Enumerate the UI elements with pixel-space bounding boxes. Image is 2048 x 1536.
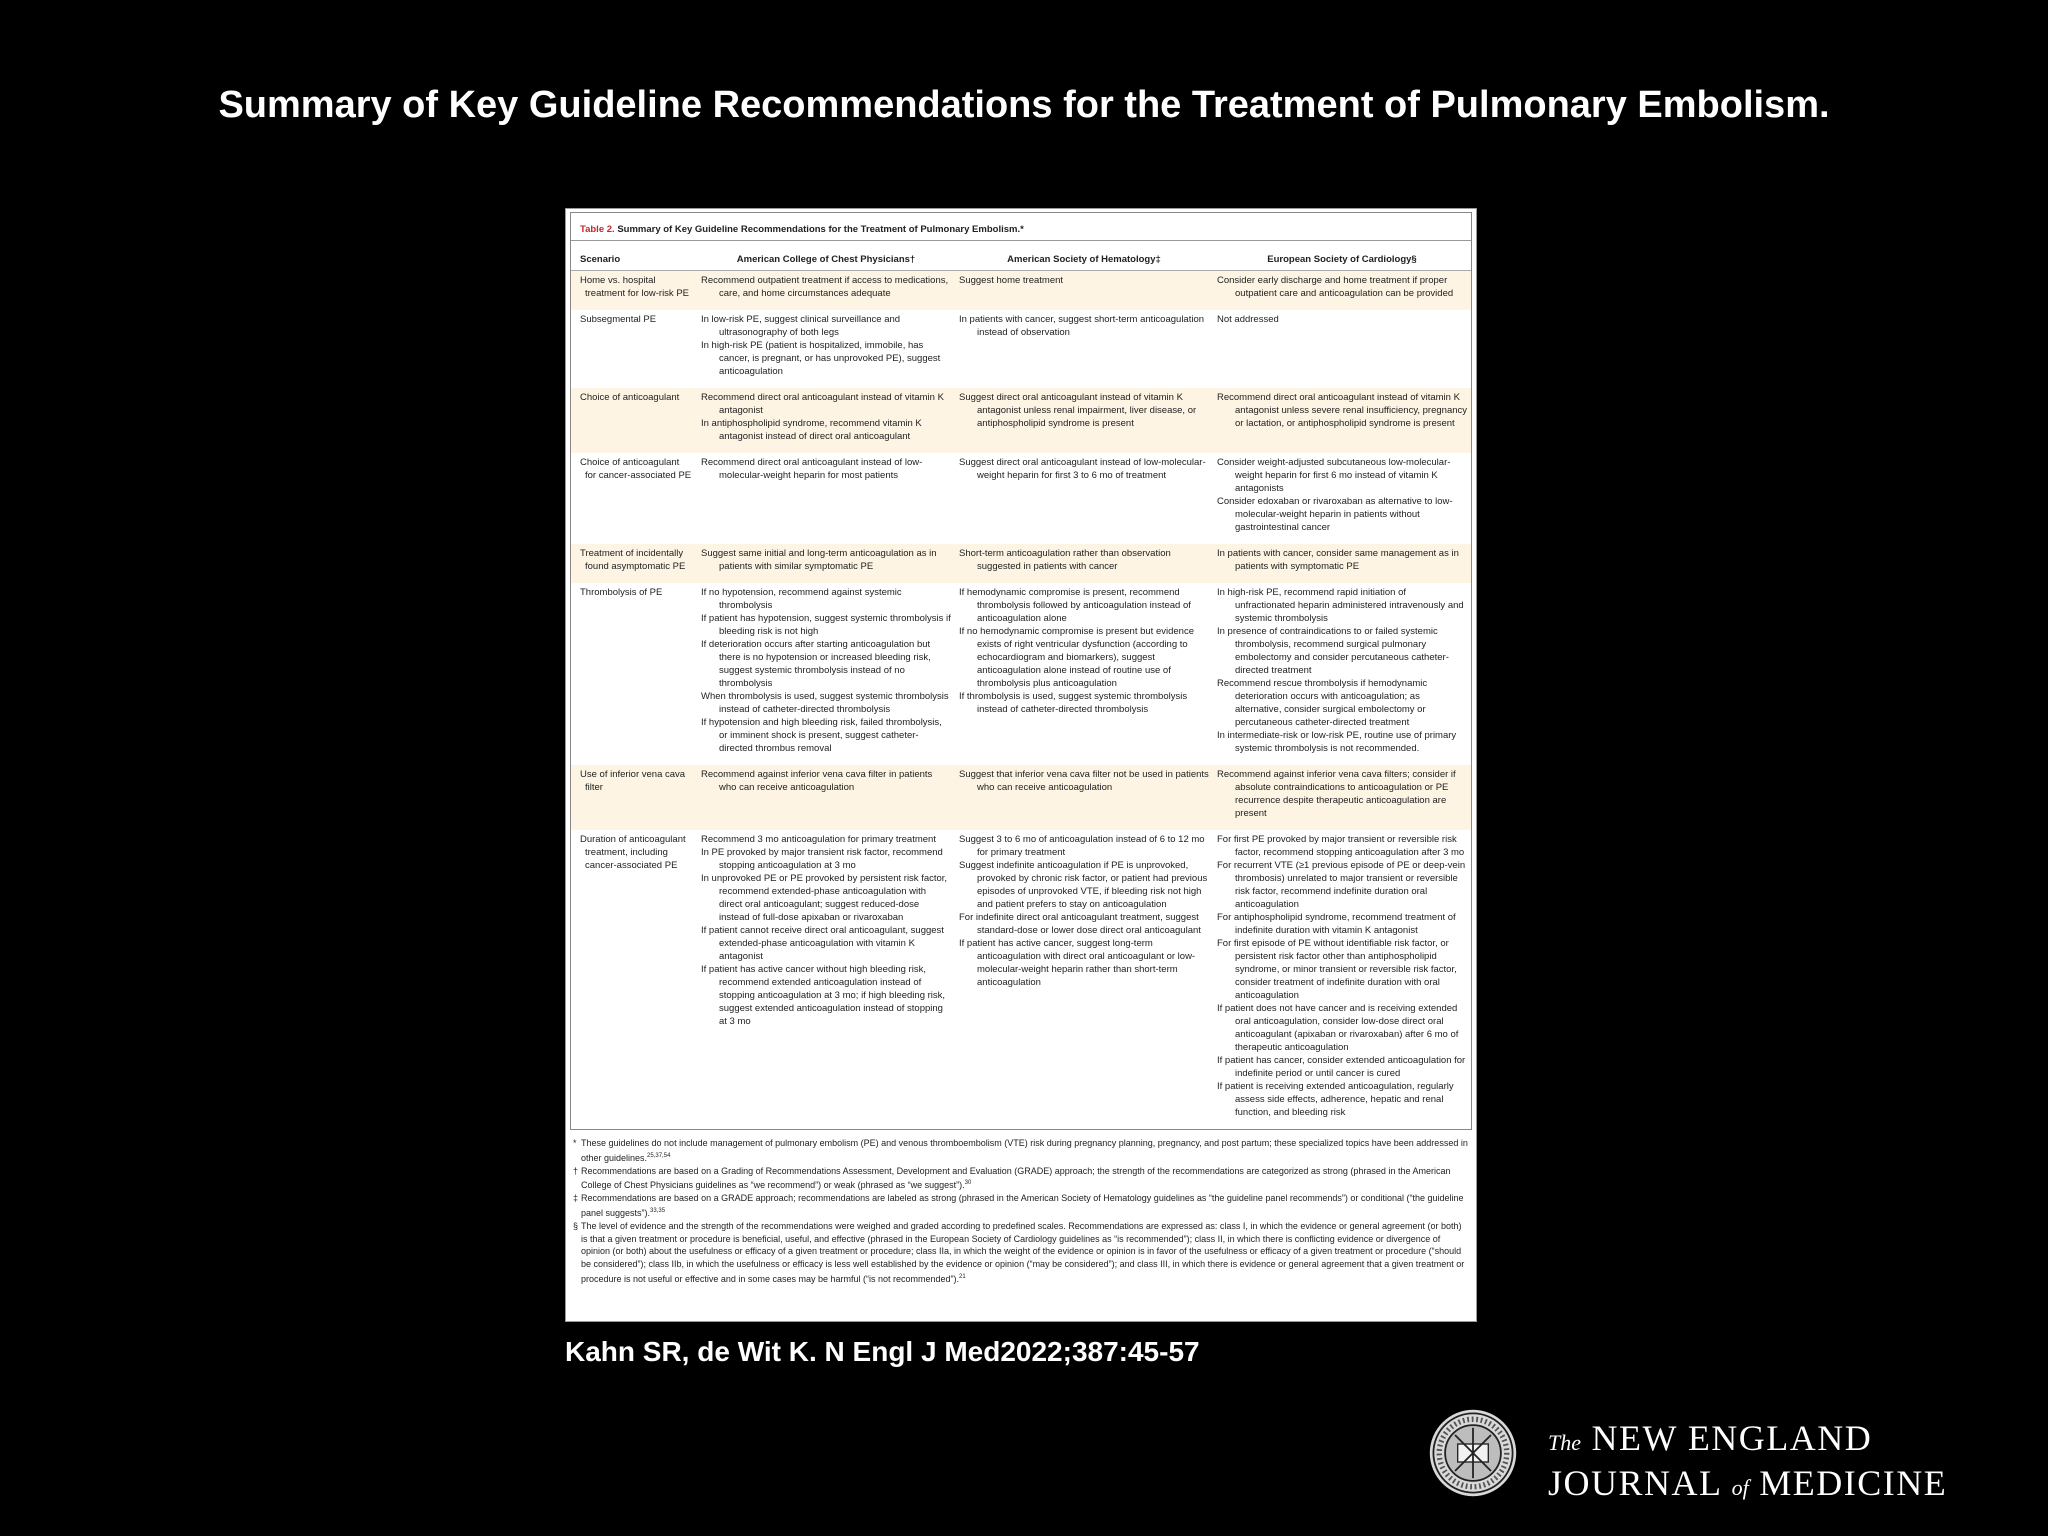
- masthead-of: of: [1731, 1475, 1749, 1500]
- recommendation-item: In PE provoked by major transient risk factor, recommend stopping anticoagulation at 3 mo: [701, 847, 943, 871]
- masthead-journal: JOURNAL: [1548, 1463, 1722, 1503]
- esc-cell: [1213, 583, 1471, 765]
- recommendation-item: Suggest indefinite anticoagulation if PE is unprovoked, provoked by chronic risk factor, or patient had previous episodes of unprovoked VTE, if bleeding risk not high and patient prefers to stay on anticoagulation: [959, 860, 1208, 910]
- esc-cell: [1213, 310, 1471, 388]
- footnote-text: [581, 1165, 1469, 1193]
- recommendation-item: If no hypotension, recommend against systemic thrombolysis: [701, 587, 902, 611]
- citation: Kahn SR, de Wit K. N Engl J Med2022;387:45-57: [565, 1336, 1200, 1367]
- accp-cell: [697, 388, 955, 453]
- footnote-mark: ‡: [573, 1193, 579, 1204]
- recommendation-item: For indefinite direct oral anticoagulant treatment, suggest standard-dose or lower dose direct oral anticoagulant: [959, 912, 1201, 936]
- table-row: [571, 388, 1471, 453]
- recommendation-item: For antiphospholipid syndrome, recommend treatment of indefinite duration with vitamin K antagonist: [1217, 912, 1456, 936]
- recommendation-item: Consider weight-adjusted subcutaneous low-molecular-weight heparin for first 6 mo instead of vitamin K antagonists: [1217, 457, 1451, 494]
- table-body: [571, 271, 1471, 1130]
- col-header-esc: European Society of Cardiology§: [1213, 241, 1471, 271]
- footnote-body: Recommendations are based on a GRADE approach; recommendations are labeled as strong (phrased in the American Society of Hematology guidelines as “the guideline panel recommends”) or conditional (“the guideline panel suggests”).: [581, 1193, 1464, 1218]
- masthead-line1: NEW ENGLAND: [1591, 1418, 1873, 1458]
- recommendation-item: In low-risk PE, suggest clinical surveillance and ultrasonography of both legs: [701, 314, 901, 338]
- nejm-masthead: [1548, 1418, 1947, 1508]
- nejm-seal-logo: [1428, 1408, 1518, 1498]
- ash-cell: [955, 310, 1213, 388]
- table-row: [571, 544, 1471, 583]
- recommendation-item: In antiphospholipid syndrome, recommend vitamin K antagonist instead of direct oral anticoagulant: [701, 418, 922, 442]
- recommendation-item: If patient has active cancer, suggest long-term anticoagulation with direct oral anticoagulant or low-molecular-weight heparin rather than short-term anticoagulation: [959, 938, 1196, 988]
- footnote-refs: 21: [959, 1273, 966, 1280]
- table-row: [571, 310, 1471, 388]
- col-header-accp: American College of Chest Physicians†: [697, 241, 955, 271]
- footnote-mark: §: [573, 1220, 579, 1231]
- footnote: [573, 1137, 1469, 1165]
- ash-cell: [955, 830, 1213, 1129]
- table-caption: [571, 213, 1471, 241]
- ash-cell: [955, 544, 1213, 583]
- recommendation-item: If hemodynamic compromise is present, recommend thrombolysis followed by anticoagulation instead of anticoagulation alone: [959, 587, 1191, 624]
- footnote-refs: 33,35: [650, 1207, 666, 1214]
- table-row: [571, 271, 1471, 311]
- footnote-text: [581, 1137, 1469, 1165]
- ash-cell: [955, 271, 1213, 311]
- recommendation-item: Recommend direct oral anticoagulant instead of low-molecular-weight heparin for most patients: [701, 457, 923, 481]
- recommendation-item: Consider edoxaban or rivaroxaban as alternative to low-molecular-weight heparin in patients without gastrointestinal cancer: [1217, 496, 1453, 533]
- slide-title: Summary of Key Guideline Recommendations for the Treatment of Pulmonary Embolism.: [218, 84, 1830, 126]
- masthead-the: The: [1548, 1430, 1581, 1455]
- recommendation-item: If thrombolysis is used, suggest systemic thrombolysis instead of catheter-directed thrombolysis: [959, 691, 1188, 715]
- footnote-body: The level of evidence and the strength of the recommendations were weighed and graded according to predefined scales. Recommendations are expressed as: class I, in which the evidence or general agreement (or both) is that a given treatment or procedure is beneficial, useful, and effective (phrased in the European Society of Cardiology guidelines as “is recommended”); class II, in which there is conflicting evidence or divergence of opinion (or both) about the usefulness or efficacy of a given treatment or procedure; class IIa, in which the weight of the evidence or opinion is in favor of the usefulness or efficacy of a given treatment or procedure (“should be considered”); class IIb, in which the usefulness or efficacy is less well established by the evidence or opinion (“may be considered”); and class III, in which there is evidence or general agreement that a given treatment or procedure is not useful or effective and in some cases may be harmful (“is not recommended”).: [581, 1220, 1465, 1284]
- ash-cell: [955, 765, 1213, 830]
- recommendation-item: Recommend rescue thrombolysis if hemodynamic deterioration occurs with anticoagulation; as alternative, consider surgical embolectomy or percutaneous catheter-directed treatment: [1217, 678, 1428, 728]
- masthead-medicine: MEDICINE: [1759, 1463, 1948, 1503]
- scenario-cell: Choice of anticoagulant for cancer-associated PE: [580, 457, 692, 481]
- recommendations-table: [571, 241, 1471, 1129]
- recommendation-item: Suggest 3 to 6 mo of anticoagulation instead of 6 to 12 mo for primary treatment: [959, 834, 1205, 858]
- accp-cell: [697, 453, 955, 544]
- recommendation-item: In unprovoked PE or PE provoked by persistent risk factor, recommend extended-phase anticoagulation with direct oral anticoagulant; suggest reduced-dose instead of full-dose apixaban or rivaroxaban: [701, 873, 948, 923]
- footnote-body: Recommendations are based on a Grading of Recommendations Assessment, Development and Evaluation (GRADE) approach; the strength of the recommendations are categorized as strong (phrased in the American College of Chest Physicians guidelines as “we recommend”) or weak (phrased as “we suggest”).: [581, 1165, 1451, 1191]
- recommendation-item: When thrombolysis is used, suggest systemic thrombolysis instead of catheter-directed thrombolysis: [701, 691, 949, 715]
- recommendation-item: If hypotension and high bleeding risk, failed thrombolysis, or imminent shock is present, suggest catheter-directed thrombus removal: [701, 717, 942, 754]
- footnote: [573, 1165, 1469, 1193]
- table-footnotes: [570, 1130, 1472, 1286]
- recommendation-item: If patient has hypotension, suggest systemic thrombolysis if bleeding risk is not high: [701, 613, 951, 637]
- scenario-cell: Choice of anticoagulant: [571, 388, 697, 453]
- footnote-body: These guidelines do not include management of pulmonary embolism (PE) and venous thromboembolism (VTE) risk during pregnancy planning, pregnancy, and post partum; these specialized topics have been addressed in other guidelines.: [581, 1138, 1468, 1163]
- recommendation-item: Suggest same initial and long-term anticoagulation as in patients with similar symptomatic PE: [701, 548, 937, 572]
- accp-cell: [697, 765, 955, 830]
- scenario-cell: Use of inferior vena cava filter: [571, 765, 697, 830]
- recommendation-item: In patients with cancer, suggest short-term anticoagulation instead of observation: [959, 314, 1205, 338]
- recommendation-item: If patient has cancer, consider extended anticoagulation for indefinite period or until cancer is cured: [1217, 1055, 1466, 1079]
- table-row: [571, 765, 1471, 830]
- recommendation-item: Recommend against inferior vena cava filter in patients who can receive anticoagulation: [701, 769, 933, 793]
- table-figure: [565, 208, 1477, 1322]
- table-header-row: [571, 241, 1471, 271]
- recommendation-item: Not addressed: [1217, 314, 1279, 325]
- recommendation-item: Recommend outpatient treatment if access to medications, care, and home circumstances adequate: [701, 275, 949, 299]
- recommendation-item: If patient is receiving extended anticoagulation, regularly assess side effects, adherence, hepatic and renal function, and bleeding risk: [1217, 1081, 1454, 1118]
- recommendation-item: Suggest home treatment: [959, 275, 1064, 286]
- footnote-refs: 30: [964, 1180, 972, 1187]
- recommendation-item: Recommend direct oral anticoagulant instead of vitamin K antagonist unless severe renal insufficiency, pregnancy or lactation, or antiphospholipid syndrome is present: [1217, 392, 1468, 429]
- recommendation-item: For first episode of PE without identifiable risk factor, or persistent risk factor other than antiphospholipid syndrome, or minor transient or reversible risk factor, consider treatment of indefinite duration with oral anticoagulation: [1217, 938, 1457, 1001]
- recommendation-item: Short-term anticoagulation rather than observation suggested in patients with cancer: [959, 548, 1171, 572]
- accp-cell: [697, 310, 955, 388]
- recommendation-item: Recommend direct oral anticoagulant instead of vitamin K antagonist: [701, 392, 944, 416]
- esc-cell: [1213, 271, 1471, 311]
- accp-cell: [697, 830, 955, 1129]
- table-frame: [570, 212, 1472, 1130]
- accp-cell: [697, 583, 955, 765]
- scenario-cell: Duration of anticoagulant treatment, including cancer-associated PE: [580, 834, 686, 871]
- recommendation-item: If no hemodynamic compromise is present but evidence exists of right ventricular dysfunction (according to echocardiogram and biomarkers), suggest anticoagulation alone instead of routine use of thrombolysis plus anticoagulation: [959, 626, 1194, 689]
- recommendation-item: Recommend against inferior vena cava filters; consider if absolute contraindications to anticoagulation or PE recurrence despite therapeutic anticoagulation are present: [1217, 769, 1456, 819]
- recommendation-item: For first PE provoked by major transient or reversible risk factor, recommend stopping anticoagulation after 3 mo: [1217, 834, 1465, 858]
- ash-cell: [955, 583, 1213, 765]
- esc-cell: [1213, 544, 1471, 583]
- table-row: [571, 583, 1471, 765]
- footnote-mark: *: [573, 1138, 577, 1148]
- recommendation-item: Suggest that inferior vena cava filter not be used in patients who can receive anticoagulation: [959, 769, 1209, 793]
- footnote: [573, 1192, 1469, 1220]
- esc-cell: [1213, 388, 1471, 453]
- ash-cell: [955, 388, 1213, 453]
- accp-cell: [697, 271, 955, 311]
- recommendation-item: In patients with cancer, consider same management as in patients with symptomatic PE: [1217, 548, 1459, 572]
- accp-cell: [697, 544, 955, 583]
- recommendation-item: If patient cannot receive direct oral anticoagulant, suggest extended-phase anticoagulation with vitamin K antagonist: [701, 925, 944, 962]
- recommendation-item: Suggest direct oral anticoagulant instead of vitamin K antagonist unless renal impairment, liver disease, or antiphospholipid syndrome is present: [959, 392, 1197, 429]
- col-header-ash: American Society of Hematology‡: [955, 241, 1213, 271]
- scenario-cell: Subsegmental PE: [580, 314, 657, 325]
- table-caption-text: Summary of Key Guideline Recommendations for the Treatment of Pulmonary Embolism.*: [617, 224, 1024, 235]
- table-row: [571, 453, 1471, 544]
- recommendation-item: If patient does not have cancer and is receiving extended oral anticoagulation, consider low-dose direct oral anticoagulant (apixaban or rivaroxaban) after 6 mo of therapeutic anticoagulation: [1217, 1003, 1459, 1053]
- recommendation-item: Suggest direct oral anticoagulant instead of low-molecular-weight heparin for first 3 to 6 mo of treatment: [959, 457, 1206, 481]
- footnote: [573, 1220, 1469, 1286]
- recommendation-item: If patient has active cancer without high bleeding risk, recommend extended anticoagulation instead of stopping anticoagulation at 3 mo; if high bleeding risk, suggest extended anticoagulation instead of stopping at 3 mo: [701, 964, 946, 1027]
- esc-cell: [1213, 765, 1471, 830]
- footnote-text: [581, 1192, 1469, 1220]
- recommendation-item: In high-risk PE, recommend rapid initiation of unfractionated heparin administered intravenously and systemic thrombolysis: [1217, 587, 1464, 624]
- recommendation-item: For recurrent VTE (≥1 previous episode of PE or deep-vein thrombosis) unrelated to major transient or reversible risk factor, recommend indefinite duration oral anticoagulation: [1217, 860, 1466, 910]
- recommendation-item: In presence of contraindications to or failed systemic thrombolysis, recommend surgical pulmonary embolectomy and consider percutaneous catheter-directed treatment: [1217, 626, 1449, 676]
- esc-cell: [1213, 453, 1471, 544]
- footnote-mark: †: [573, 1165, 579, 1176]
- scenario-cell: Treatment of incidentally found asymptomatic PE: [571, 544, 697, 583]
- recommendation-item: In high-risk PE (patient is hospitalized, immobile, has cancer, is pregnant, or has unprovoked PE), suggest anticoagulation: [701, 340, 941, 377]
- scenario-cell: Home vs. hospital treatment for low-risk PE: [571, 271, 697, 311]
- footnote-refs: 25,37,54: [647, 1152, 671, 1159]
- table-row: [571, 830, 1471, 1129]
- esc-cell: [1213, 830, 1471, 1129]
- ash-cell: [955, 453, 1213, 544]
- col-header-scenario: Scenario: [571, 241, 697, 271]
- scenario-cell: Thrombolysis of PE: [580, 587, 663, 598]
- recommendation-item: Consider early discharge and home treatment if proper outpatient care and anticoagulation can be provided: [1217, 275, 1454, 299]
- table-number: Table 2.: [580, 224, 615, 235]
- recommendation-item: In intermediate-risk or low-risk PE, routine use of primary systemic thrombolysis is not recommended.: [1217, 730, 1457, 754]
- recommendation-item: Recommend 3 mo anticoagulation for primary treatment: [701, 834, 936, 845]
- footnote-text: [581, 1220, 1469, 1286]
- recommendation-item: If deterioration occurs after starting anticoagulation but there is no hypotension or increased bleeding risk, suggest systemic thrombolysis instead of no thrombolysis: [701, 639, 931, 689]
